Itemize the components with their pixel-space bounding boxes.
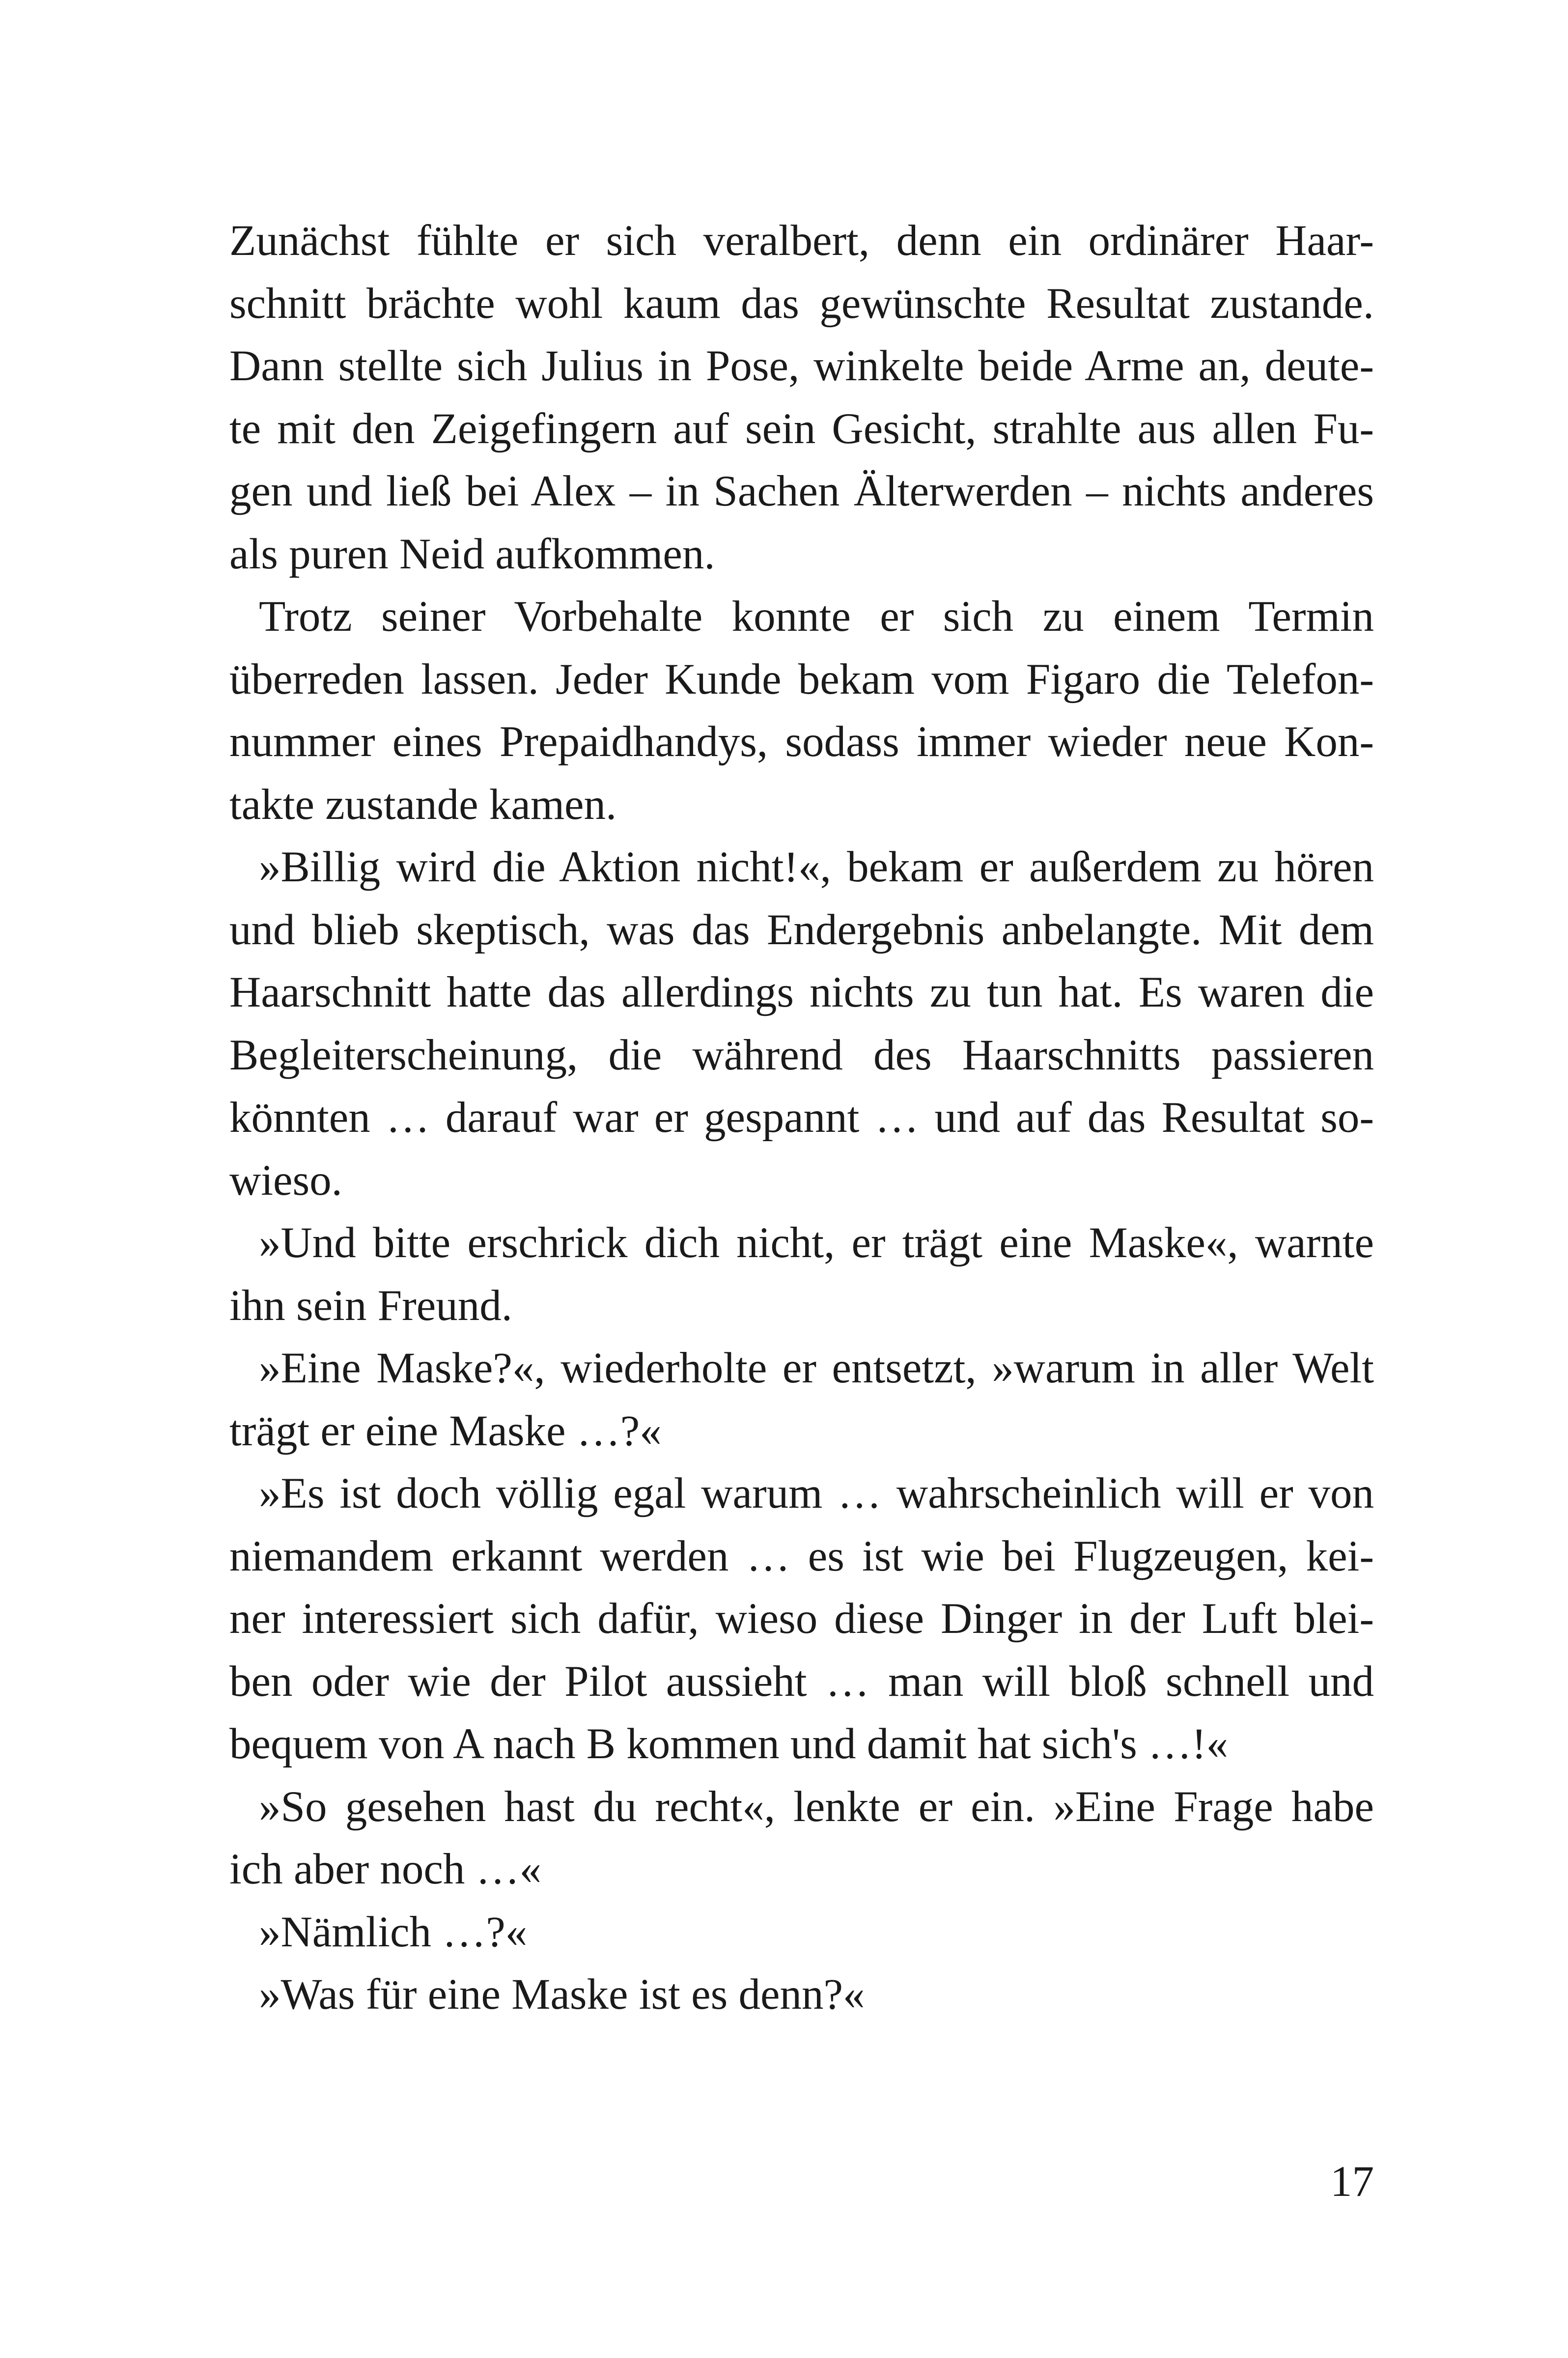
text-line: »Was für eine Maske ist es denn?« [259,1970,865,2019]
text-line: ihn sein Freund. [229,1281,512,1330]
text-line: bequem von A nach B kommen und damit hat sich's …!« [229,1720,1229,1768]
text-line: schnitt brächte wohl kaum das gewünschte Resultat zustande. [229,279,1374,328]
text-line: wieso. [229,1156,342,1205]
text-line: »Nämlich …?« [259,1908,528,1956]
text-line: te mit den Zeigefingern auf sein Gesicht, strahlte aus allen Fu- [229,404,1374,453]
text-line: niemandem erkannt werden … es ist wie bei Flugzeugen, kei- [229,1532,1374,1580]
text-line: Haarschnitt hatte das allerdings nichts zu tun hat. Es waren die [229,968,1374,1016]
text-line: gen und ließ bei Alex – in Sachen Älterwerden – nichts anderes [229,467,1374,515]
text-line: Dann stellte sich Julius in Pose, winkelte beide Arme an, deute- [229,342,1374,390]
text-line: nummer eines Prepaidhandys, sodass immer wieder neue Kon- [229,718,1374,766]
text-line: »Eine Maske?«, wiederholte er entsetzt, »warum in aller Welt [259,1344,1374,1392]
paragraph [229,1212,1374,1337]
text-line: als puren Neid aufkommen. [229,530,715,578]
body-text [229,210,1374,2026]
text-line: könnten … darauf war er gespannt … und auf das Resultat so- [229,1094,1374,1142]
text-line: ben oder wie der Pilot aussieht … man will bloß schnell und [229,1657,1374,1706]
text-line: ich aber noch …« [229,1845,542,1893]
text-line: »Und bitte erschrick dich nicht, er trägt eine Maske«, warnte [259,1219,1374,1267]
text-line: takte zustande kamen. [229,780,617,829]
paragraph [229,210,1374,586]
paragraph [229,1964,1374,2026]
text-line: Begleiterscheinung, die während des Haarschnitts passieren [229,1031,1374,1079]
text-line: ner interessiert sich dafür, wieso diese Dinger in der Luft blei- [229,1595,1374,1643]
paragraph [229,836,1374,1212]
text-line: »Es ist doch völlig egal warum … wahrscheinlich will er von [259,1469,1374,1517]
paragraph [229,1462,1374,1776]
paragraph [229,586,1374,836]
text-line: »Billig wird die Aktion nicht!«, bekam er außerdem zu hören [259,843,1374,891]
page-number: 17 [1330,2158,1374,2206]
text-line: überreden lassen. Jeder Kunde bekam vom Figaro die Telefon- [229,655,1374,703]
paragraph [229,1776,1374,1901]
text-line: trägt er eine Maske …?« [229,1406,662,1455]
paragraph [229,1337,1374,1462]
text-line: »So gesehen hast du recht«, lenkte er ein. »Eine Frage habe [259,1782,1374,1831]
text-line: und blieb skeptisch, was das Endergebnis anbelangte. Mit dem [229,905,1374,954]
text-line: Trotz seiner Vorbehalte konnte er sich zu einem Termin [259,592,1374,641]
paragraph [229,1901,1374,1964]
text-line: Zunächst fühlte er sich veralbert, denn ein ordinärer Haar- [229,217,1374,265]
